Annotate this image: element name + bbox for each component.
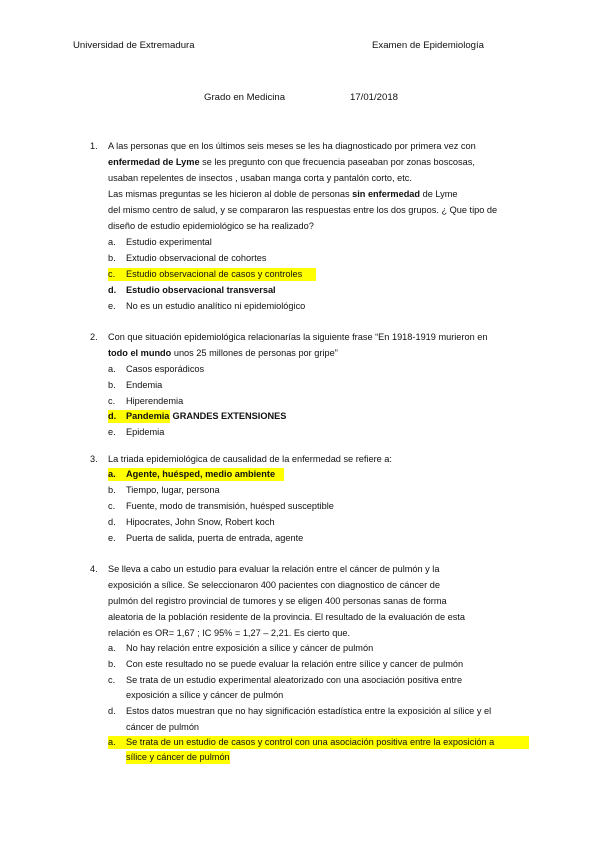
option-highlighted-continued: sílice y cáncer de pulmón [126, 752, 230, 762]
option-text-continued: exposición a sílice y cáncer de pulmón [126, 690, 284, 700]
option-letter: e. [108, 533, 116, 543]
emphasis: todo el mundo [108, 348, 172, 358]
question-text: exposición a sílice. Se seleccionaron 400 pacientes con diagnostico de cáncer de [108, 580, 440, 590]
question-text: aleatoria de la población residente de la provincia. El resultado de la evaluación de esta [108, 612, 466, 622]
option-letter: b. [108, 485, 116, 495]
option-letter: c. [108, 675, 116, 685]
question-text: pulmón del registro provincial de tumores y se eligen 400 personas sanas de forma [108, 596, 447, 606]
option-text: No hay relación entre exposición a sílice y cáncer de pulmón [126, 643, 374, 653]
question-number: 4. [90, 564, 98, 574]
option-text: Fuente, modo de transmisión, huésped susceptible [126, 501, 334, 511]
answer-note: GRANDES EXTENSIONES [170, 411, 287, 421]
header-university: Universidad de Extremadura [73, 40, 195, 51]
question-text: del mismo centro de salud, y se compararon las respuestas entre los dos grupos. ¿ Que tipo de [108, 205, 498, 215]
option-letter: d. [108, 285, 117, 295]
option-letter: c. [108, 501, 116, 511]
option-letter: b. [108, 253, 116, 263]
option-text: Tiempo, lugar, persona [126, 485, 220, 495]
option-letter: d. [108, 706, 116, 716]
emphasis: sin enfermedad [352, 189, 421, 199]
option-highlighted: d. Pandemia GRANDES EXTENSIONES [108, 411, 287, 421]
option-text: Estudio experimental [126, 237, 212, 247]
option-letter: c. [108, 396, 116, 406]
question-number: 3. [90, 454, 98, 464]
option-text: Con este resultado no se puede evaluar la relación entre sílice y cancer de pulmón [126, 659, 464, 669]
option-text: Estos datos muestran que no hay significación estadística entre la exposición al sílice y el [126, 706, 492, 716]
option-text: Casos esporádicos [126, 364, 205, 374]
question-text: Se lleva a cabo un estudio para evaluar la relación entre el cáncer de pulmón y la [108, 564, 440, 574]
question-text: Las mismas preguntas se les hicieron al doble de personas sin enfermedad de Lyme [108, 189, 458, 199]
option-text: Hipocrates, John Snow, Robert koch [126, 517, 275, 527]
option-letter: a. [108, 364, 116, 374]
option-letter: b. [108, 380, 116, 390]
question-text: todo el mundo unos 25 millones de personas por gripe” [108, 348, 338, 358]
option-highlighted: a. Agente, huésped, medio ambiente [108, 468, 284, 481]
emphasis: enfermedad de Lyme [108, 157, 200, 167]
option-letter: a. [108, 237, 116, 247]
option-letter: a. [108, 643, 116, 653]
option-letter: e. [108, 427, 116, 437]
option-letter: b. [108, 659, 116, 669]
option-text-bold: Estudio observacional transversal [126, 285, 276, 295]
question-text: A las personas que en los últimos seis meses se les ha diagnosticado por primera vez con [108, 141, 476, 151]
option-text: Se trata de un estudio experimental aleatorizado con una asociación positiva entre [126, 675, 463, 685]
header-degree: Grado en Medicina [204, 92, 286, 103]
header-date: 17/01/2018 [350, 92, 399, 103]
header-exam-title: Examen de Epidemiología [372, 40, 484, 51]
option-text: Endemia [126, 380, 163, 390]
question-text: relación es OR= 1,67 ; IC 95% = 1,27 – 2,21. Es cierto que. [108, 628, 351, 638]
option-text: Hiperendemia [126, 396, 184, 406]
option-text: No es un estudio analítico ni epidemiológico [126, 301, 306, 311]
option-text: Epidemia [126, 427, 165, 437]
option-letter: d. [108, 517, 116, 527]
question-text: usaban repelentes de insectos , usaban manga corta y pantalón corto, etc. [108, 173, 412, 183]
question-text: diseño de estudio epidemiológico se ha realizado? [108, 221, 314, 231]
option-letter: e. [108, 301, 116, 311]
question-text: La triada epidemiológica de causalidad de la enfermedad se refiere a: [108, 454, 392, 464]
option-text: Puerta de salida, puerta de entrada, agente [126, 533, 304, 543]
option-highlighted: a. Se trata de un estudio de casos y control con una asociación positiva entre la exposición a [108, 736, 529, 749]
option-highlighted: c. Estudio observacional de casos y controles [108, 268, 316, 281]
question-text: enfermedad de Lyme se les pregunto con que frecuencia paseaban por zonas boscosas, [108, 157, 475, 167]
question-number: 1. [90, 141, 98, 151]
question-text: Con que situación epidemiológica relacionarías la siguiente frase “En 1918-1919 murieron en [108, 332, 488, 342]
option-text: Extudio observacional de cohortes [126, 253, 267, 263]
question-number: 2. [90, 332, 98, 342]
option-text-continued: cáncer de pulmón [126, 722, 200, 732]
